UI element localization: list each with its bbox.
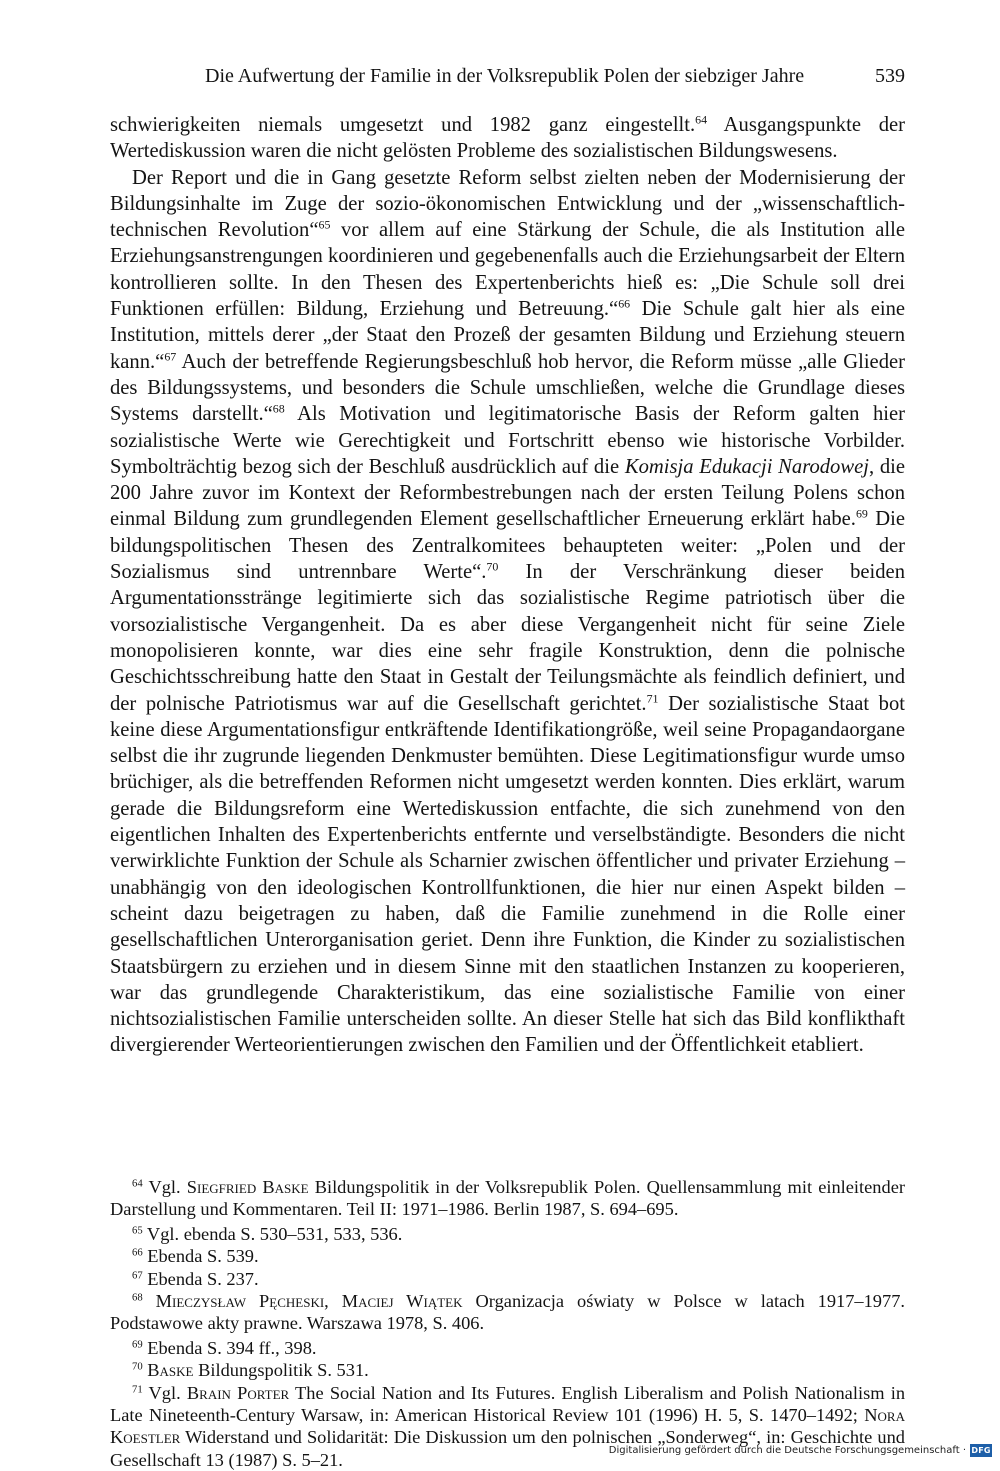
italic-title: Komisja Edukacji Narodowej (624, 455, 869, 478)
footnote-69: $^{69}$ Ebenda S. 394 ff., 398. (132, 1337, 317, 1358)
digitization-footer (609, 1442, 992, 1458)
footnote-ref-68: 68 (272, 401, 285, 416)
paragraph-continuation: schwierigkeiten niemals umgesetzt und 1982 ganz eingestellt.$^{64}$ Ausgangspunkte der Wertediskussion waren die nicht gelösten Probleme des sozialistischen Bildungswesens. (110, 112, 906, 163)
footnote-ref-69: 69 (855, 507, 868, 522)
footnote-65: $^{65}$ Vgl. ebenda S. 530–531, 533, 536. (132, 1223, 403, 1244)
author-name: Siegfried Baske (186, 1177, 309, 1197)
footnote-ref-67: 67 (164, 349, 177, 364)
page-number: 539 (875, 65, 905, 87)
dfg-logo-icon: DFG (971, 1445, 991, 1455)
footnote-68: $^{68}$ Mieczysław Pęcheski, Maciej Wiątek Organizacja oświaty w Polsce w latach 1917–1977. Podstawowe akty prawne. Warszawa 1978, S. 406. (110, 1291, 905, 1334)
author-name: Nora Koestler (110, 1405, 905, 1448)
footnote-66: $^{66}$ Ebenda S. 539. (132, 1246, 259, 1267)
digitization-note: Digitalisierung gefördert durch die Deutsche Forschungsgemeinschaft · (608, 1444, 966, 1456)
footnote-ref-64: 64 (695, 112, 708, 127)
running-head (205, 62, 905, 90)
footnote-71: $^{71}$ Vgl. Brain Porter The Social Nation and Its Futures. English Liberalism and Polish Nationalism in Late Nineteenth-Century Warsaw, in: American Historical Review 101 (1996) H. 5, S. 1470–1492; Nora Koestler Widerstand und Solidarität: Die Diskussion um den polnischen „Sonderweg“, in: Geschichte und Gesellschaft 13 (1987) S. 5–21. (110, 1382, 906, 1470)
running-title: Die Aufwertung der Familie in der Volksrepublik Polen der siebziger Jahre (205, 65, 805, 87)
footnote-64: $^{64}$ Vgl. Siegfried Baske Bildungspolitik in der Volksrepublik Polen. Quellensammlung mit einleitender Darstellung und Kommentaren. Teil II: 1971–1986. Berlin 1987, S. 694–695. (110, 1177, 905, 1220)
author-name: Baske (147, 1360, 194, 1381)
author-name: Mieczysław Pęcheski, Maciej Wiątek (155, 1291, 463, 1312)
footnote-ref-66: 66 (618, 296, 631, 311)
footnote-ref-70: 70 (486, 559, 499, 574)
footnote-ref-71: 71 (646, 691, 659, 706)
footnotes (110, 1176, 905, 1471)
footnote-ref-65: 65 (318, 217, 331, 232)
footnote-67: $^{67}$ Ebenda S. 237. (132, 1268, 259, 1289)
author-name: Brain Porter (186, 1382, 290, 1403)
body-text (110, 112, 905, 1059)
paragraph-main: Der Report und die in Gang gesetzte Reform selbst zielten neben der Modernisierung der Bildungsinhalte im Zuge der sozio-ökonomischen Entwicklung und der „wissenschaftlich-technischen Revolution“$^{65}$ vor allem auf eine Stärkung der Schule, die als Institution alle Erziehungsanstrengungen koordinieren und gegebenenfalls auch die Erziehungsarbeit der Eltern kontrollieren sollte. In den Thesen des Expertenberichts hieß es: „Die Schule soll drei Funktionen erfüllen: Bildung, Erziehung und Betreuung.“$^{66}$ Die Schule galt hier als eine Institution, mittels derer „der Staat den Prozeß der gesamten Bildung und Erziehung steuern kann.“$^{67}$ Auch der betreffende Regierungsbeschluß hob hervor, die Reform müsse „alle Glieder des Bildungssystems, und besonders die Schule umschließen, welche die Grundlage dieses Systems darstellt.“$^{68}$ Als Motivation und legitimatorische Basis der Reform galten hier sozialistische Werte wie Gerechtigkeit und Fortschritt ebenso wie historische Vorbilder. Symbolträchtig bezog sich der Beschluß ausdrücklich auf die Komisja Edukacji Narodowej, die 200 Jahre zuvor im Kontext der Reformbestrebungen nach der ersten Teilung Polens schon einmal Bildung zum grundlegenden Element gesellschaftlicher Erneuerung erklärt habe.$^{69}$ Die bildungspolitischen Thesen des Zentralkomitees behaupteten weiter: „Polen und der Sozialismus sind untrennbare Werte“.$^{70}$ In der Verschränkung dieser beiden Argumentationsstränge legitimierte sich das sozialistische Regime patriotisch über die vorsozialistische Vergangenheit. Da es aber diese Vergangenheit nicht für seine Ziele monopolisieren konnte, war dies eine sehr fragile Konstruktion, denn die polnische Geschichtsschreibung hatte den Staat in Gestalt der Teilungsmächte als feindlich definiert, und der polnische Patriotismus war auf die Gesellschaft gerichtet.$^{71}$ Der sozialistische Staat bot keine diese Argumentationsfigur entkräftende Identifikationgröße, weil seine Propagandaorgane selbst die ihr zugrunde liegenden Denkmuster bemühten. Diese Legitimationsfigur wurde umso brüchiger, als die betreffenden Reformen nicht umgesetzt werden konnten. Dies erklärt, warum gerade die Bildungsreform eine Wertediskussion entfachte, die sich zunehmend von den eigentlichen Inhalten des Expertenberichts entfernte und verselbständigte. Besonders die nicht verwirklichte Funktion der Schule als Scharnier zwischen öffentlicher und privater Erziehung – unabhängig von den ideologischen Kontrollfunktionen, die hier nur einen Aspekt bilden – scheint dazu beigetragen zu haben, daß die Familie zunehmend in die Rolle einer gesellschaftlichen Unterorganisation geriet. Denn ihre Funktion, die Kinder zu sozialistischen Staatsbürgern zu erziehen und in diesem Sinne mit den staatlichen Instanzen zu kooperieren, war das grundlegende Charakteristikum, das eine sozialistische Familie von einer nichtsozialistischen Familie unterscheiden sollte. An dieser Stelle hat sich das Bild konflikthaft divergierender Werteorientierungen zwischen den Familien und der Öffentlichkeit etabliert. (110, 166, 906, 1057)
footnote-70: $^{70}$ Baske Bildungspolitik S. 531. (132, 1360, 369, 1381)
